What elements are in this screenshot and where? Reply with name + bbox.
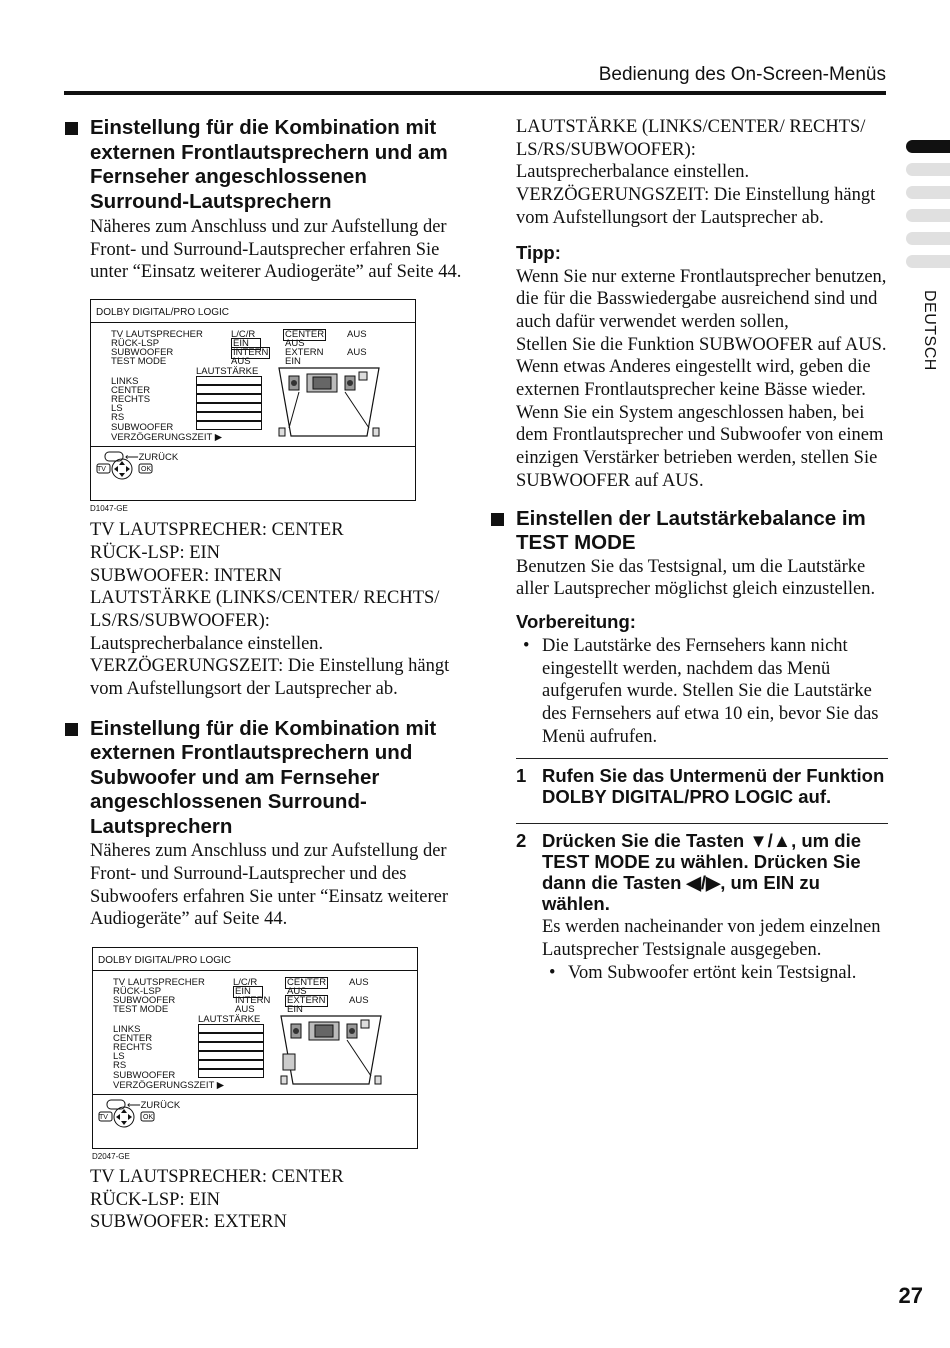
osd-option: AUS [347, 347, 367, 359]
right-column [516, 116, 888, 985]
osd-option: L/C/R [231, 329, 256, 341]
osd-back: ⟵ZURÜCK [125, 452, 179, 464]
step-number: 2 [516, 830, 527, 852]
setting-line: LAUTSTÄRKE (LINKS/CENTER/ RECHTS/ LS/RS/SUBWOOFER): [90, 588, 440, 631]
body-text: VERZÖGERUNGSZEIT: Die Einstellung hängt vom Aufstellungsort der Lautsprecher ab. [516, 185, 876, 228]
osd-level-bar [196, 376, 262, 385]
osd-option: L/C/R [233, 977, 258, 989]
osd-tv-label: TV [99, 1114, 108, 1122]
section-body: Näheres zum Anschluss und zur Aufstellung der Front- und Surround-Lautsprecher und des Subwoofers erfahren Sie unter “Einsatz weiterer Audiogeräte” auf Seite 44. [90, 841, 449, 930]
osd-menu-screen-1 [90, 299, 416, 501]
step-text: Drücken Sie die Tasten ▼/▲, um die TEST MODE zu wählen. Drücken Sie dann die Tasten ◀/▶, um EIN zu wählen. [542, 830, 861, 915]
osd-menu-screen-2 [92, 947, 418, 1149]
osd-option: AUS [235, 1004, 255, 1016]
setting-line: RÜCK-LSP: EIN [90, 542, 221, 563]
square-bullet-icon [491, 513, 504, 526]
osd-option: EXTERN [285, 347, 324, 359]
section-body: Benutzen Sie das Testsignal, um die Lautstärke aller Lautsprecher möglichst gleich einzustellen. [516, 556, 876, 600]
osd-level-bar [198, 1051, 264, 1060]
tip-text: Stellen Sie die Funktion SUBWOOFER auf AUS. Wenn etwas Anderes eingestellt wird, geben die externen Frontlautsprecher keine Bässe wieder. [516, 334, 887, 401]
osd-level-label: RECHTS [111, 394, 151, 406]
osd-option: AUS [287, 986, 307, 998]
step-2 [516, 830, 888, 984]
body-text: LAUTSTÄRKE (LINKS/CENTER/ RECHTS/ LS/RS/SUBWOOFER): [516, 117, 866, 160]
header-rule [64, 91, 886, 95]
osd-title: DOLBY DIGITAL/PRO LOGIC [98, 955, 231, 967]
osd-tv-label: TV [97, 466, 106, 474]
osd-ok-label: OK [141, 466, 152, 474]
language-label: DEUTSCH [921, 290, 938, 371]
osd-option: EIN [287, 1004, 303, 1016]
language-tab [906, 255, 950, 268]
osd-level-bar [198, 1024, 264, 1033]
osd-row-label: TEST MODE [111, 356, 167, 368]
osd-title: DOLBY DIGITAL/PRO LOGIC [96, 307, 229, 319]
left-column [64, 116, 464, 1234]
setting-line: VERZÖGERUNGSZEIT: Die Einstellung hängt vom Aufstellungsort der Lautsprecher ab. [90, 656, 450, 700]
tip-text: Wenn Sie nur externe Frontlautsprecher benutzen, die für die Basswiedergabe ausreichend sind und auch dafür verwendet werden sollen, [516, 266, 887, 332]
language-tab [906, 209, 950, 222]
setting-line: SUBWOOFER: EXTERN [90, 1212, 287, 1233]
osd-level-bar [196, 421, 262, 430]
osd-level-title: LAUTSTÄRKE [198, 1014, 261, 1026]
osd-option-selected: CENTER [285, 329, 325, 341]
osd-option-selected: EXTERN [287, 995, 326, 1007]
osd-row-label: TEST MODE [113, 1004, 169, 1016]
section-heading: Einstellung für die Kombination mit externen Frontlautsprechern und Subwoofer und am Fernseher angeschlossenen Surround-Lautsprechern [64, 717, 464, 840]
osd-level-bar [198, 1069, 264, 1078]
osd-level-label: SUBWOOFER [113, 1070, 176, 1082]
osd-row-label: TV LAUTSPRECHER [111, 329, 203, 341]
osd-divider [91, 322, 415, 323]
osd-level-bar [196, 403, 262, 412]
osd-option: AUS [285, 338, 305, 350]
tip-label: Tipp: [516, 241, 561, 263]
osd-level-label: RECHTS [113, 1042, 153, 1054]
osd-level-bar [198, 1042, 264, 1051]
body-text: Lautsprecherbalance einstellen. [516, 162, 750, 183]
osd-level-bar [198, 1060, 264, 1069]
osd-level-label: LINKS [111, 376, 139, 388]
osd-ok-label: OK [143, 1114, 154, 1122]
setting-line: TV LAUTSPRECHER: CENTER [90, 520, 344, 541]
figure-code: D2047-GE [92, 1152, 130, 1162]
osd-row-label: RÜCK-LSP [111, 338, 160, 350]
osd-level-label: LINKS [113, 1024, 141, 1036]
language-tab [906, 163, 950, 176]
language-tab [906, 186, 950, 199]
step-number: 1 [516, 765, 527, 787]
osd-level-label: LS [111, 403, 123, 415]
speaker-layout-diagram-icon [277, 1010, 385, 1090]
osd-level-bar [196, 394, 262, 403]
step-divider [516, 823, 888, 824]
setting-line: Lautsprecherbalance einstellen. [90, 633, 324, 654]
page-header-title: Bedienung des On-Screen-Menüs [598, 64, 886, 85]
osd-option: INTERN [235, 995, 271, 1007]
osd-divider [91, 446, 415, 447]
preparation-item: • Die Lautstärke des Fernsehers kann nicht eingestellt werden, nachdem das Menü aufgerufen wurde. Stellen Sie die Lautstärke des Fernsehers auf etwa 10 ein, bevor Sie das Menü aufrufen. [523, 635, 879, 747]
figure-code: D1047-GE [90, 504, 128, 514]
section-heading: Einstellung für die Kombination mit externen Frontlautsprechern und am Fernseher angeschlossenen Surround-Lautsprechern [64, 116, 464, 214]
osd-option: AUS [349, 977, 369, 989]
osd-option-selected: INTERN [233, 347, 269, 359]
step-body: Es werden nacheinander von jedem einzelnen Lautsprecher Testsignale ausgegeben. [542, 917, 881, 961]
step-divider [516, 758, 888, 759]
osd-delay: VERZÖGERUNGSZEIT ▶ [111, 432, 223, 444]
language-tab [906, 232, 950, 245]
osd-level-label: CENTER [111, 385, 151, 397]
square-bullet-icon [65, 122, 78, 135]
square-bullet-icon [65, 723, 78, 736]
osd-row-label: TV LAUTSPRECHER [113, 977, 205, 989]
osd-row-label: SUBWOOFER [113, 995, 176, 1007]
osd-option: AUS [231, 356, 251, 368]
osd-level-label: CENTER [113, 1033, 153, 1045]
osd-level-label: SUBWOOFER [111, 422, 174, 434]
osd-option: AUS [347, 329, 367, 341]
osd-delay: VERZÖGERUNGSZEIT ▶ [113, 1080, 225, 1092]
osd-option: AUS [349, 995, 369, 1007]
osd-option-selected: EIN [231, 338, 261, 350]
osd-level-title: LAUTSTÄRKE [196, 366, 259, 378]
section-body: Näheres zum Anschluss und zur Aufstellung der Front- und Surround-Lautsprecher erfahren Sie unter “Einsatz weiterer Audiogeräte” auf Seite 44. [90, 217, 462, 283]
setting-line: SUBWOOFER: INTERN [90, 565, 282, 586]
language-tab-active [906, 140, 950, 153]
osd-level-bar [196, 385, 262, 394]
osd-row-label: SUBWOOFER [111, 347, 174, 359]
osd-level-label: RS [113, 1060, 127, 1072]
speaker-layout-diagram-icon [275, 362, 383, 442]
osd-row-label: RÜCK-LSP [113, 986, 162, 998]
setting-line: RÜCK-LSP: EIN [90, 1189, 221, 1210]
osd-divider [93, 1094, 417, 1095]
osd-divider [93, 970, 417, 971]
section-heading: Einstellen der Lautstärkebalance im TEST MODE [490, 507, 888, 556]
osd-option: EIN [285, 356, 301, 368]
osd-option-selected: CENTER [287, 977, 327, 989]
settings-lines [64, 519, 464, 701]
osd-level-label: LS [113, 1051, 125, 1063]
osd-back: ⟵ZURÜCK [127, 1100, 181, 1112]
osd-option-selected: EIN [233, 986, 263, 998]
osd-level-label: RS [111, 412, 125, 424]
step-text: Rufen Sie das Untermenü der Funktion DOLBY DIGITAL/PRO LOGIC auf. [542, 765, 885, 808]
osd-level-bar [196, 412, 262, 421]
step-bullet: • Vom Subwoofer ertönt kein Testsignal. [549, 962, 857, 983]
setting-line: TV LAUTSPRECHER: CENTER [90, 1167, 344, 1188]
tip-text: Wenn Sie ein System angeschlossen haben, bei dem Frontlautsprecher und Subwoofer von einem einzigen Verstärker betrieben werden, stellen Sie SUBWOOFER auf AUS. [516, 402, 884, 491]
preparation-label: Vorbereitung: [516, 610, 636, 632]
step-1 [516, 765, 888, 807]
settings-lines [64, 1166, 464, 1234]
osd-level-bar [198, 1033, 264, 1042]
page-number: 27 [898, 1283, 923, 1308]
